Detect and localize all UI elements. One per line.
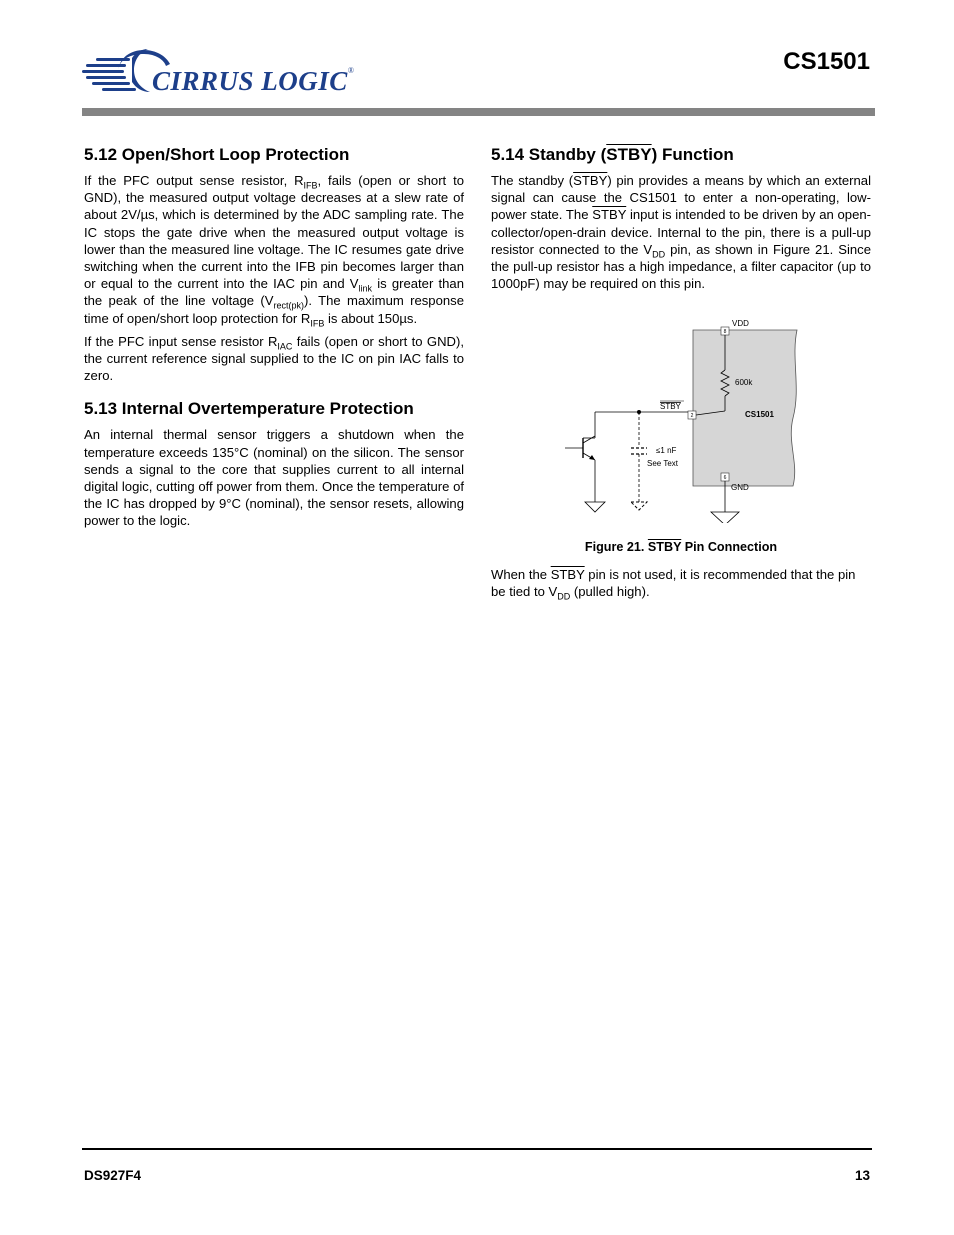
paragraph-5-13-1: An internal thermal sensor triggers a shutdown when the temperature exceeds 135°C (nominal) on the silicon. The sensor sends a signal to the core that supplies current to all internal digital logic, cutting off power from them. Once the temperature of the IC has dropped by 9°C (nominal), the sensor resets, allowing power to the logic.	[84, 427, 464, 529]
left-column	[84, 144, 464, 536]
document-id: DS927F4	[84, 1168, 142, 1183]
ground-symbol-chip	[711, 512, 739, 523]
chip-body	[690, 330, 797, 486]
ground-symbol-capacitor	[631, 502, 647, 510]
section-heading-5-12: 5.12 Open/Short Loop Protection	[84, 145, 350, 164]
figure-caption: Figure 21. STBY Pin Connection	[584, 540, 778, 554]
paragraph-5-12-2: If the PFC input sense resistor $R_{IAC}$ fails (open or short to GND), the current reference signal supplied to the IC on pin IAC falls to zero.	[84, 333, 464, 384]
chip-label: CS1501	[745, 410, 774, 419]
gnd-pin-number: 6	[723, 475, 727, 481]
vdd-pin-number: 8	[723, 329, 727, 335]
logo-wordmark: CIRRUS LOGIC®	[152, 66, 355, 96]
right-column	[491, 144, 871, 298]
page-number: 13	[854, 1168, 870, 1183]
section-heading-5-13: 5.13 Internal Overtemperature Protection	[84, 399, 414, 419]
header-bar	[82, 108, 875, 116]
stby-pin-schematic	[555, 318, 815, 523]
paragraph-after-figure: When the STBY pin is not used, it is recommended that the pin be tied to $V_{DD}$ (pulled high).	[491, 567, 856, 602]
gnd-label: GND	[731, 483, 749, 492]
part-number-title: CS1501	[783, 48, 870, 75]
stby-pin-number: 2	[690, 413, 694, 419]
transistor-emitter-arrow	[589, 455, 595, 460]
resistor-label: 600k	[735, 378, 753, 387]
capacitor-note-label: See Text	[647, 459, 678, 468]
footer-rule	[82, 1148, 872, 1150]
capacitor-value-label: ≤1 nF	[656, 446, 677, 455]
section-heading-5-14: 5.14 Standby (STBY) Function	[491, 145, 734, 164]
ground-symbol-transistor	[585, 502, 605, 512]
paragraph-5-14-1: The standby (STBY) pin provides a means by which an external signal can cause the CS1501 to enter a non-operating, low-power state. The STBY input is intended to be driven by an open-collector/open-drain device. Internal to the pin, there is a pull-up resistor connected to the $V_{DD}$ pin, as shown in Figure 21. Since the pull-up resistor has a high impedance, a filter capacitor (up to 1000pF) may be required on this pin.	[491, 173, 872, 292]
paragraph-5-12-1: If the PFC output sense resistor, $R_{IFB}$, fails (open or short to GND), the measured output voltage decreases at a slew rate of about 2V/µs, which is determined by the ADC sampling rate. The IC stops the gate drive when the measured output voltage is lower than the measured line voltage. The IC resumes gate drive switching when the current into the IFB pin becomes larger than or equal to the current into the IAC pin and $V_{link}$ is greater than the peak of the line voltage $(V_{rect(pk)})$. The maximum response time of open/short loop protection for $R_{IFB}$ is about 150µs.	[84, 173, 464, 329]
vdd-label: VDD	[732, 319, 749, 328]
stby-label: STBY	[660, 402, 681, 411]
